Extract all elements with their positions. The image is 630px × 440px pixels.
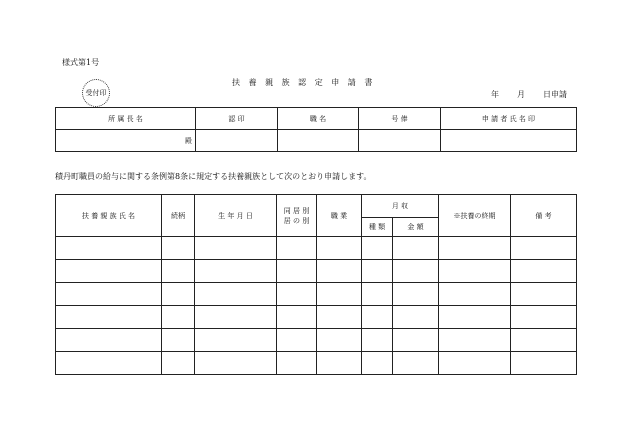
- cohabitation-cell[interactable]: [277, 306, 317, 329]
- occupation-cell[interactable]: [317, 237, 362, 260]
- support-end-cell[interactable]: [439, 283, 511, 306]
- relationship-cell[interactable]: [162, 260, 195, 283]
- header-monthly-income: 月 収: [362, 195, 439, 218]
- income-type-cell[interactable]: [362, 352, 393, 375]
- table-row: [56, 260, 577, 283]
- applicant-table: [55, 107, 577, 152]
- applicant-name-cell[interactable]: [441, 130, 577, 152]
- header-job-title: 職 名: [278, 108, 359, 130]
- dependent-name-cell[interactable]: [56, 329, 162, 352]
- income-type-cell[interactable]: [362, 306, 393, 329]
- header-occupation: 職 業: [317, 195, 362, 237]
- header-support-end: ※扶養の終期: [439, 195, 511, 237]
- support-end-cell[interactable]: [439, 306, 511, 329]
- occupation-cell[interactable]: [317, 283, 362, 306]
- remarks-cell[interactable]: [511, 306, 577, 329]
- table-row: [56, 283, 577, 306]
- remarks-cell[interactable]: [511, 260, 577, 283]
- occupation-cell[interactable]: [317, 306, 362, 329]
- honorific-dono: 殿: [185, 136, 192, 145]
- relationship-cell[interactable]: [162, 237, 195, 260]
- income-amount-cell[interactable]: [393, 283, 439, 306]
- remarks-cell[interactable]: [511, 352, 577, 375]
- birth-date-cell[interactable]: [195, 352, 277, 375]
- date-year-label: 年: [491, 90, 499, 99]
- header-cohabitation-line2: 居 の 別: [283, 216, 310, 225]
- support-end-cell[interactable]: [439, 329, 511, 352]
- cohabitation-cell[interactable]: [277, 283, 317, 306]
- birth-date-cell[interactable]: [195, 306, 277, 329]
- relationship-cell[interactable]: [162, 306, 195, 329]
- income-type-cell[interactable]: [362, 260, 393, 283]
- date-month-label: 月: [517, 90, 525, 99]
- table-row: [56, 329, 577, 352]
- form-number: 様式第1号: [62, 58, 100, 67]
- dependent-name-cell[interactable]: [56, 306, 162, 329]
- supervisor-name-cell[interactable]: [56, 130, 196, 152]
- income-amount-cell[interactable]: [393, 306, 439, 329]
- header-remarks: 備 考: [511, 195, 577, 237]
- income-amount-cell[interactable]: [393, 237, 439, 260]
- application-statement: 積丹町職員の給与に関する条例第8条に規定する扶養親族として次のとおり申請します。: [55, 172, 372, 181]
- relationship-cell[interactable]: [162, 352, 195, 375]
- job-title-cell[interactable]: [278, 130, 359, 152]
- table-row: [56, 306, 577, 329]
- birth-date-cell[interactable]: [195, 329, 277, 352]
- cohabitation-cell[interactable]: [277, 237, 317, 260]
- income-type-cell[interactable]: [362, 237, 393, 260]
- birth-date-cell[interactable]: [195, 283, 277, 306]
- header-salary-step: 号 俸: [359, 108, 441, 130]
- reception-stamp: 受付印: [82, 79, 110, 107]
- support-end-cell[interactable]: [439, 260, 511, 283]
- remarks-cell[interactable]: [511, 283, 577, 306]
- header-birth-date: 生 年 月 日: [195, 195, 277, 237]
- applicant-header-row: [56, 108, 577, 130]
- occupation-cell[interactable]: [317, 329, 362, 352]
- seal-cell[interactable]: [196, 130, 278, 152]
- occupation-cell[interactable]: [317, 260, 362, 283]
- relationship-cell[interactable]: [162, 329, 195, 352]
- header-seal: 認 印: [196, 108, 278, 130]
- relationship-cell[interactable]: [162, 283, 195, 306]
- support-end-cell[interactable]: [439, 237, 511, 260]
- cohabitation-cell[interactable]: [277, 329, 317, 352]
- table-row: [56, 352, 577, 375]
- income-amount-cell[interactable]: [393, 352, 439, 375]
- header-cohabitation-line1: 同 居 別: [283, 206, 310, 215]
- income-type-cell[interactable]: [362, 283, 393, 306]
- support-end-cell[interactable]: [439, 352, 511, 375]
- dependents-header-row: [56, 195, 577, 218]
- header-applicant-name: 申 請 者 氏 名 印: [441, 108, 577, 130]
- income-amount-cell[interactable]: [393, 260, 439, 283]
- header-dependent-name: 扶 養 親 族 氏 名: [56, 195, 162, 237]
- salary-step-cell[interactable]: [359, 130, 441, 152]
- dependent-name-cell[interactable]: [56, 283, 162, 306]
- cohabitation-cell[interactable]: [277, 260, 317, 283]
- table-row: [56, 237, 577, 260]
- header-supervisor-name: 所 属 長 名: [56, 108, 196, 130]
- dependent-name-cell[interactable]: [56, 237, 162, 260]
- dependent-name-cell[interactable]: [56, 260, 162, 283]
- remarks-cell[interactable]: [511, 329, 577, 352]
- remarks-cell[interactable]: [511, 237, 577, 260]
- occupation-cell[interactable]: [317, 352, 362, 375]
- applicant-entry-row: [56, 130, 577, 152]
- income-type-cell[interactable]: [362, 329, 393, 352]
- header-income-amount: 金 額: [393, 218, 439, 237]
- date-day-label: 日申請: [543, 90, 567, 99]
- header-cohabitation: [277, 195, 317, 237]
- document-title: 扶 養 親 族 認 定 申 請 書: [232, 78, 376, 87]
- dependent-name-cell[interactable]: [56, 352, 162, 375]
- header-relationship: 続柄: [162, 195, 195, 237]
- birth-date-cell[interactable]: [195, 260, 277, 283]
- application-date: [491, 89, 567, 100]
- birth-date-cell[interactable]: [195, 237, 277, 260]
- dependents-table: [55, 194, 577, 375]
- income-amount-cell[interactable]: [393, 329, 439, 352]
- cohabitation-cell[interactable]: [277, 352, 317, 375]
- header-income-type: 種 類: [362, 218, 393, 237]
